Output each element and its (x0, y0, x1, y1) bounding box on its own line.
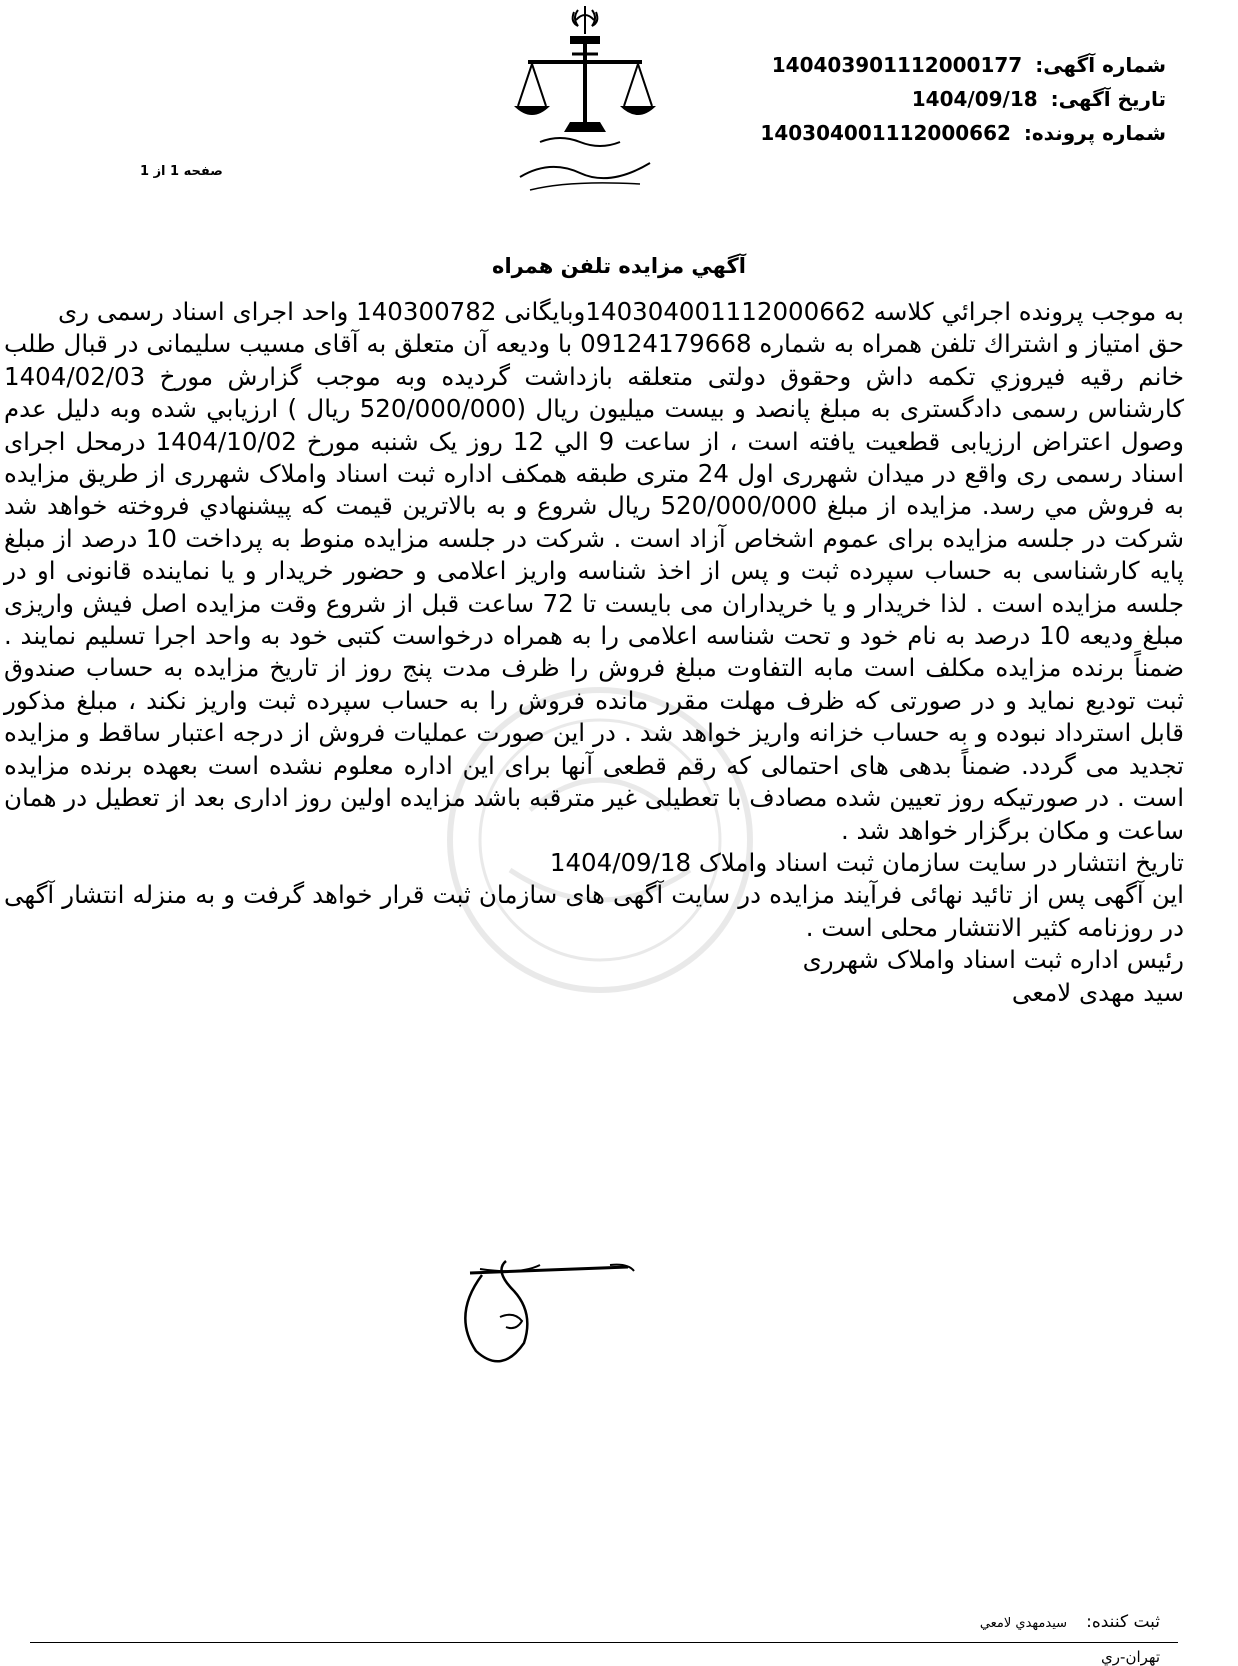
case-number: 140304001112000662 (760, 121, 1011, 145)
ad-number: 140403901112000177 (771, 53, 1023, 77)
signer-title: رئيس اداره ثبت اسناد واملاک شهرری (802, 945, 1184, 975)
case-number-row (760, 116, 1166, 150)
publication-date-paragraph: تاريخ انتشار در سايت سازمان ثبت اسناد واملاک 1404/09/18 (549, 847, 1184, 877)
ad-date-row (760, 82, 1166, 116)
auction-details-paragraph: حق امتياز و اشتراك تلفن همراه به شماره 09124179668 با وديعه آن متعلق به آقای مسيب سليمانی در قبال طلب خانم رقيه فيروزي تكمه داش وحقوق دولتی متعلقه بازداشت گرديده وبه موجب گزارش مورخ 1404/02/03 كارشناس رسمی دادگستری به مبلغ پانصد و بيست ميليون ريال (520/000/000 ريال ) ارزيابي شده وبه دليل عدم وصول اعتراض ارزيابی قطعيت يافته است ، از ساعت 9 الي 12 روز يک شنبه مورخ 1404/10/02 درمحل اجرای اسناد رسمی ری واقع در ميدان شهرری اول 24 متری طبقه همكف اداره ثبت اسناد واملاک شهرری از طريق مزايده به فروش مي رسد. مزايده از مبلغ 520/000/000 ريال شروع و به بالاترين قيمت كه پيشنهادي فروخته خواهد شد شركت در جلسه مزايده برای عموم اشخاص آزاد است . شركت در جلسه مزايده منوط به پرداخت 10 درصد از مبلغ پايه كارشناسی به حساب سپرده ثبت و پس از اخذ شناسه واريز اعلامی و حضور خريدار و يا نماينده قانونی او در جلسه مزايده است . لذا خريدار و يا خريداران می بايست تا 72 ساعت قبل از شروع وقت مزايده اصل فيش واريزی مبلغ وديعه 10 درصد به نام خود و تحت شناسه اعلامی را به همراه درخواست كتبی خود به واحد اجرا تسليم نمايند . ضمناً برنده مزايده مكلف است مابه التفاوت مبلغ فروش را ظرف مدت پنج روز از تاريخ مزايده به حساب صندوق ثبت توديع نمايد و در صورتی كه ظرف مهلت مقرر مانده فروش را به حساب سپرده ثبت واريز نكند ، مبلغ مذكور قابل استرداد نبوده و به حساب خزانه واريز خواهد شد . در اين صورت عمليات فروش از درجه اعتبار ساقط و مزايده تجديد می گردد. ضمناً بدهی های احتمالی كه رقم قطعی آنها برای اين اداره معلوم نشده است بعهده برنده مزايده است . در صورتيكه روز تعيين شده مصادف با تعطيلی غير مترقبه باشد مزايده اولين روز اداری بعد از تعطيل در همان ساعت و مكان برگزار خواهد شد . (4, 329, 1185, 845)
page-title: آگهي مزايده تلفن همراه (492, 254, 746, 278)
signer-name: سيد مهدی لامعی (1011, 977, 1184, 1007)
publication-note-paragraph: اين آگهی پس از تائيد نهائی فرآيند مزايده در سايت آگهی های سازمان ثبت قرار خواهد گرفت و به منزله انتشار آگهی در روزنامه كثير الانتشار محلی است . (4, 880, 1184, 942)
ad-number-row (760, 48, 1166, 82)
footer-divider (30, 1642, 1178, 1643)
ad-date-label: تاریخ آگهی: (1050, 87, 1166, 111)
ad-number-label: شماره آگهی: (1035, 53, 1166, 77)
page-indicator: صفحه 1 از 1 (140, 164, 223, 179)
judiciary-emblem (500, 2, 670, 202)
ad-date: 1404/09/18 (911, 87, 1038, 111)
notice-body (4, 296, 1184, 1009)
registrar (980, 1612, 1160, 1632)
handwritten-signature (460, 1255, 660, 1375)
case-number-label: شماره پرونده: (1023, 121, 1166, 145)
location: تهران-ري (1101, 1648, 1160, 1666)
registrar-name: سيدمهدي لامعي (979, 1616, 1068, 1631)
registrar-label: ثبت کننده: (1086, 1612, 1160, 1632)
header-meta (760, 48, 1166, 150)
case-reference-paragraph: به موجب پرونده اجرائي كلاسه 140304001112000662وبايگانی 140300782 واحد اجرای اسناد رسمی ری (58, 297, 1184, 326)
